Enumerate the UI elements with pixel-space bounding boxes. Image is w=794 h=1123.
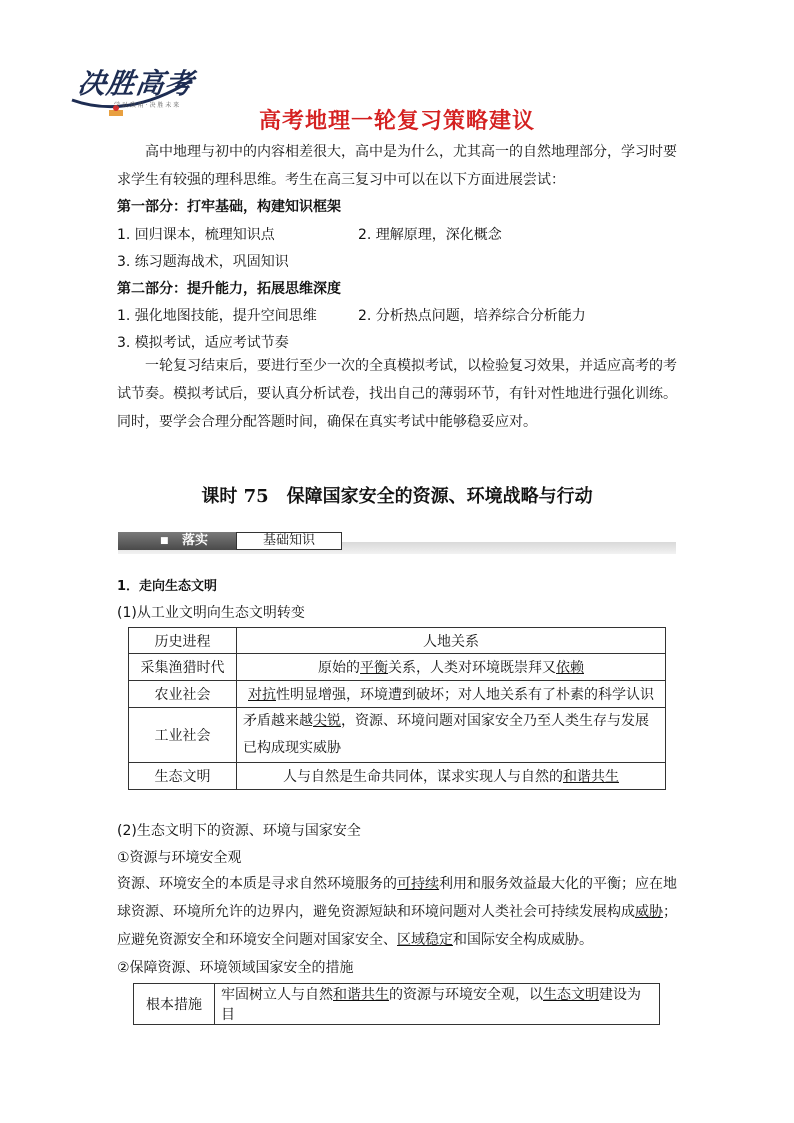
relation-text: 矛盾越来越 [243,713,313,729]
relation-text: 人与自然是生命共同体，谋求实现人与自然的 [283,769,563,785]
logo-subtitle: 学 以 致 用 · 决 胜 未 来 [114,102,180,109]
underlined-term: 区域稳定 [397,932,453,948]
relation-text: 原始的 [318,660,360,676]
table-row [129,763,666,790]
underlined-term: 生态文明 [543,987,599,1003]
relation-text: ，资源、环境问题对国家安全乃至人类生存与发展已构成现实威胁 [243,713,649,756]
closing-paragraph: 一轮复习结束后，要进行至少一次的全真模拟考试，以检验复习效果，并适应高考的考试节奏。模拟考试后，要认真分析试卷，找出自己的薄弱环节，有针对性地进行强化训练。同时，要学会合理分配答题时间，确保在真实考试中能够稳妥应对。 [117,358,677,430]
lesson-title: 课时 75 保障国家安全的资源、环境战略与行动 [201,486,593,507]
table-row [129,681,666,708]
relation-cell [237,708,666,763]
part1-item-3: 3. 练习题海战术，巩固知识 [117,254,289,270]
measure-text: 建设为目 [221,987,641,1023]
underlined-term: 可持续 [397,876,439,892]
paragraph-text: ；应避免资源安全和环境安全问题对国家安全、 [117,904,677,948]
table-header-row [129,628,666,654]
table-row [134,984,660,1025]
intro-paragraph: 高中地理与初中的内容相差很大，高中是为什么，尤其高一的自然地理部分，学习时要求学生有较强的理科思维。考生在高三复习中可以在以下方面进展尝试： [117,144,677,188]
era-cell: 农业社会 [129,681,237,708]
section-tab-label: 落实 [182,533,209,548]
part2-item-2: 2. 分析热点问题，培养综合分析能力 [358,308,586,324]
section-bar [118,532,676,554]
subheading-security-view: ①资源与环境安全观 [117,850,242,866]
section-1-subheading-1: (1)从工业文明向生态文明转变 [117,605,305,621]
paragraph-text: 资源、环境安全的本质是寻求自然环境服务的 [117,876,397,892]
paragraph-text: 和国际安全构成威胁。 [453,932,593,948]
logo-text: 决胜高考 [75,67,197,100]
paragraph-text: 利用和服务效益最大化的平衡；应在地球资源、环境所允许的边界内，避免资源短缺和环境问题对人类社会可持续发展构成 [117,876,677,920]
document-title: 高考地理一轮复习策略建议 [258,109,535,134]
part2-item-1: 1. 强化地图技能，提升空间思维 [117,308,317,324]
part2-heading: 第二部分：提升能力，拓展思维深度 [117,281,341,297]
measure-label-cell: 根本措施 [134,984,215,1025]
underlined-term: 对抗 [248,687,276,703]
measure-text: 的资源与环境安全观，以 [389,987,543,1003]
section-1-heading: 1．走向生态文明 [117,579,218,594]
relation-cell [237,763,666,790]
underlined-term: 和谐共生 [563,769,619,785]
measure-text: 牢固树立人与自然 [221,987,333,1003]
measure-content-cell [215,984,660,1025]
bullet-icon: ■ [160,536,169,546]
underlined-term: 依赖 [556,660,584,676]
underlined-term: 尖锐 [313,713,341,729]
security-paragraph [117,870,677,954]
underlined-term: 平衡 [360,660,388,676]
table-row [129,708,666,763]
era-cell: 工业社会 [129,708,237,763]
part2-item-3: 3. 模拟考试，适应考试节奏 [117,335,289,351]
relation-text: 关系，人类对环境既崇拜又 [388,660,556,676]
header-cell-era: 历史进程 [129,628,237,654]
section-1-subheading-2: (2)生态文明下的资源、环境与国家安全 [117,823,361,839]
history-table [128,627,666,790]
header-cell-relation: 人地关系 [237,628,666,654]
era-cell: 采集渔猎时代 [129,654,237,681]
relation-text: 性明显增强，环境遭到破坏；对人地关系有了朴素的科学认识 [276,687,654,703]
underlined-term: 威胁 [635,904,663,920]
part1-heading: 第一部分：打牢基础，构建知识框架 [117,199,341,215]
underlined-term: 和谐共生 [333,987,389,1003]
measures-table [133,983,660,1025]
subheading-measures: ②保障资源、环境领域国家安全的措施 [117,960,354,976]
section-tab [118,532,236,550]
section-box-label: 基础知识 [236,532,342,550]
relation-cell [237,654,666,681]
table-row [129,654,666,681]
era-cell: 生态文明 [129,763,237,790]
relation-cell [237,681,666,708]
part1-item-2: 2. 理解原理，深化概念 [358,227,502,243]
part1-item-1: 1. 回归课本，梳理知识点 [117,227,275,243]
